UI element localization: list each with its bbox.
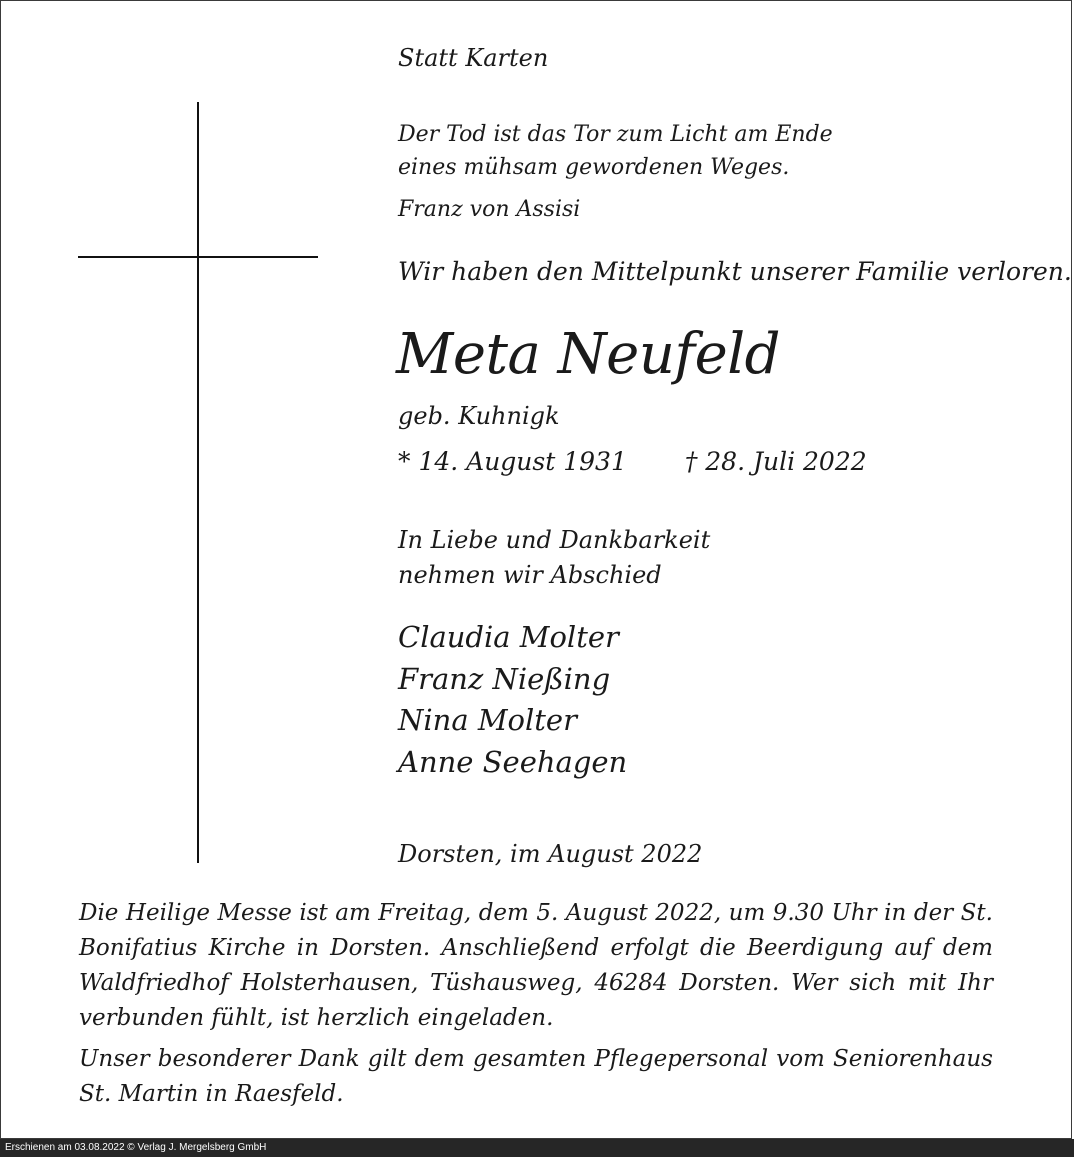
cross-vertical-bar [197, 102, 199, 863]
statt-karten-label: Statt Karten [398, 44, 549, 72]
mourners-list [398, 617, 627, 783]
publication-footer: Erschienen am 03.08.2022 © Verlag J. Mergelsberg GmbH [0, 1139, 1074, 1157]
life-dates [398, 447, 867, 476]
place-date: Dorsten, im August 2022 [398, 840, 703, 868]
quote-line-2: eines mühsam gewordenen Weges. [398, 155, 790, 180]
deceased-name: Meta Neufeld [396, 322, 781, 387]
intro-text: Wir haben den Mittelpunkt unserer Familie verloren. [398, 257, 1072, 286]
farewell-line-1: In Liebe und Dankbarkeit [398, 526, 711, 554]
birth-name: geb. Kuhnigk [398, 402, 560, 430]
mass-info: Die Heilige Messe ist am Freitag, dem 5. August 2022, um 9.30 Uhr in der St. Bonifatius Kirche in Dorsten. Anschließend erfolgt die Beerdigung auf dem Waldfriedhof Holsterhausen, Tüshausweg, 46284 Dorsten. Wer sich mit Ihr verbunden fühlt, ist herzlich eingeladen. [79, 900, 993, 1031]
quote [398, 118, 833, 184]
mourner-name: Franz Nießing [398, 661, 611, 696]
farewell-line-2: nehmen wir Abschied [398, 561, 662, 589]
quote-line-1: Der Tod ist das Tor zum Licht am Ende [398, 122, 833, 147]
farewell-text [398, 523, 710, 593]
death-date: † 28. Juli 2022 [684, 447, 867, 476]
quote-author: Franz von Assisi [398, 197, 581, 222]
cross-horizontal-bar [78, 256, 318, 258]
mourner-name: Anne Seehagen [398, 744, 628, 779]
mourner-name: Nina Molter [398, 703, 577, 737]
mourner-name: Claudia Molter [398, 620, 619, 654]
thanks-text: Unser besonderer Dank gilt dem gesamten Pflegepersonal vom Seniorenhaus St. Martin in Raesfeld. [79, 1046, 993, 1107]
birth-date: * 14. August 1931 [398, 447, 627, 476]
